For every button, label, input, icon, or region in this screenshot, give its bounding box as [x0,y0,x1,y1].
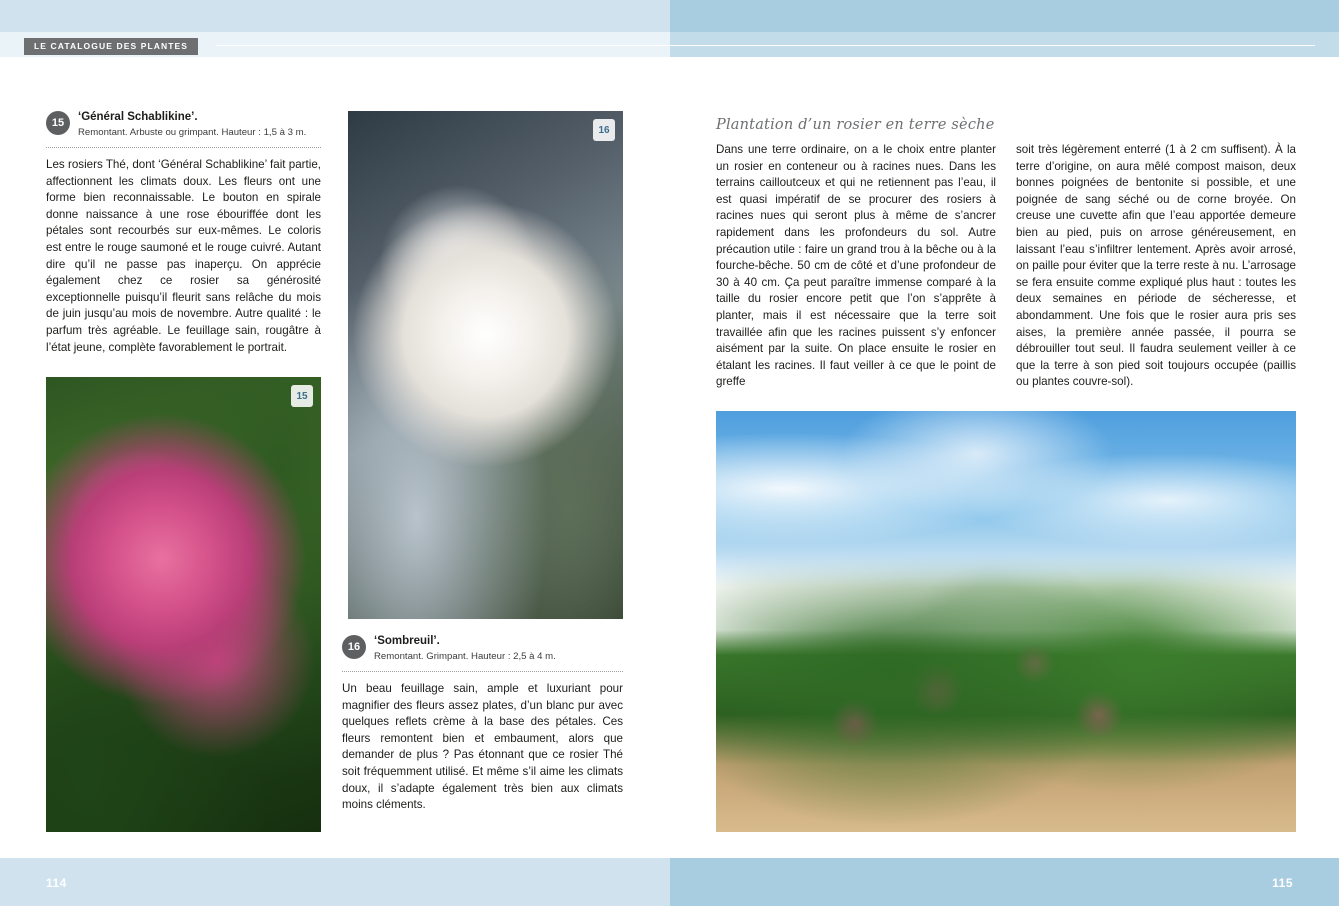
entry-15-number: 15 [46,111,70,135]
photo-rose-general-schablikine [46,377,321,832]
running-head-tag: LE CATALOGUE DES PLANTES [24,38,198,55]
photo-16-number: 16 [593,119,615,141]
entry-16-subtitle: Remontant. Grimpant. Hauteur : 2,5 à 4 m. [374,651,556,662]
entry-16-number: 16 [342,635,366,659]
entry-16-head [342,634,623,663]
entry-15-head [46,110,321,139]
footer-right [670,858,1339,906]
photo-15-number: 15 [291,385,313,407]
entry-16-divider [342,670,623,672]
entry-16-block [342,634,623,814]
right-column-right [1016,142,1296,391]
photo-rose-garden-bed [716,411,1296,832]
right-column-right-text: soit très légèrement enterré (1 à 2 cm suffisent). À la terre d’origine, on aura mêlé compost maison, deux bonnes poignées de bentonite si possible, et une poignée de sang séché ou de corne broyée. On creuse une cuvette afin que l’eau apportée demeure bien au pied, puis on arrose généreusement, en laissant l’eau s’infiltrer lentement. Après avoir arrosé, on paille pour éviter que la terre reste à nu. L’arrosage se fera ensuite comme expliqué plus haut : toutes les deux semaines en période de sécheresse, et abondamment. Une fois que le rosier aura pris ses aises, la première année passée, il pourra se débrouiller tout seul. Il faudra seulement veiller à ce que la terre à son pied soit toujours occupée (paillis ou plantes couvre-sol). [1016,143,1296,389]
right-column-left [716,142,996,391]
header-rule [216,45,1315,46]
right-column-left-text: Dans une terre ordinaire, on a le choix entre planter un rosier en conteneur ou à racines nues. Dans les terrains cailloutceux et qui ne retiennent pas l’eau, il est quasi impératif de se procurer des rosiers à racines nues qui seront plus à même de s’ancrer rapidement dans les profondeurs du sol. Autre précaution utile : faire un grand trou à la bêche ou à la fourche-bêche. 50 cm de côté et d’une profondeur de 30 à 40 cm. Ça peut paraître immense comparé à la taille du rosier encore petit que l’on s’apprête à planter, mais il est nécessaire que la terre soit travaillée afin que les racines puissent s’y enfoncer aisément par la suite. On place ensuite le rosier en étalant les racines. Il faut veiller à ce que le point de greffe [716,143,996,389]
entry-15-divider [46,146,321,148]
footer-left [0,858,670,906]
sky-clouds [716,411,1296,605]
entry-15-title: ‘Général Schablikine’. [78,111,198,123]
top-band-right [670,0,1339,32]
top-band-left [0,0,670,32]
footer-white-rule [0,850,1339,858]
entry-15-subtitle: Remontant. Arbuste ou grimpant. Hauteur : 1,5 à 3 m. [78,127,307,138]
entry-15-body: Les rosiers Thé, dont ‘Général Schablikine’ fait partie, affectionnent les climats doux. Les fleurs ont une forme bien reconnaissable. Le bouton en spirale donne naissance à une rose ébouriffée dont les pétales sont recourbés sur eux-mêmes. Le coloris est entre le rouge saumoné et le rouge cuivré. Autant dire qu’il ne passe pas inaperçu. On apprécie également chez ce rosier sa générosité exceptionnelle puisqu’il fleurit sans relâche du mois de juin jusqu’au mois de novembre. Autre qualité : le parfum très agréable. Le feuillage sain, rougâtre à l’état jeune, complète favorablement le portrait. [46,158,321,354]
entry-16-body: Un beau feuillage sain, ample et luxuriant pour magnifier des fleurs assez plates, d’un blanc pur avec quelques reflets crème à la base des pétales. Ces fleurs remontent bien et embaument, alors que demander de plus ? Pas étonnant que ce rosier Thé soit fréquemment utilisé. Et même s’il aime les climats doux, il s’adapte également très bien aux climats moins cléments. [342,682,623,812]
folio-right: 115 [1272,876,1293,890]
folio-left: 114 [46,876,67,890]
photo-rose-sombreuil [348,111,623,619]
entry-16-title: ‘Sombreuil’. [374,635,440,647]
section-title: Plantation d’un rosier en terre sèche [716,117,995,133]
entry-15-block [46,110,321,356]
